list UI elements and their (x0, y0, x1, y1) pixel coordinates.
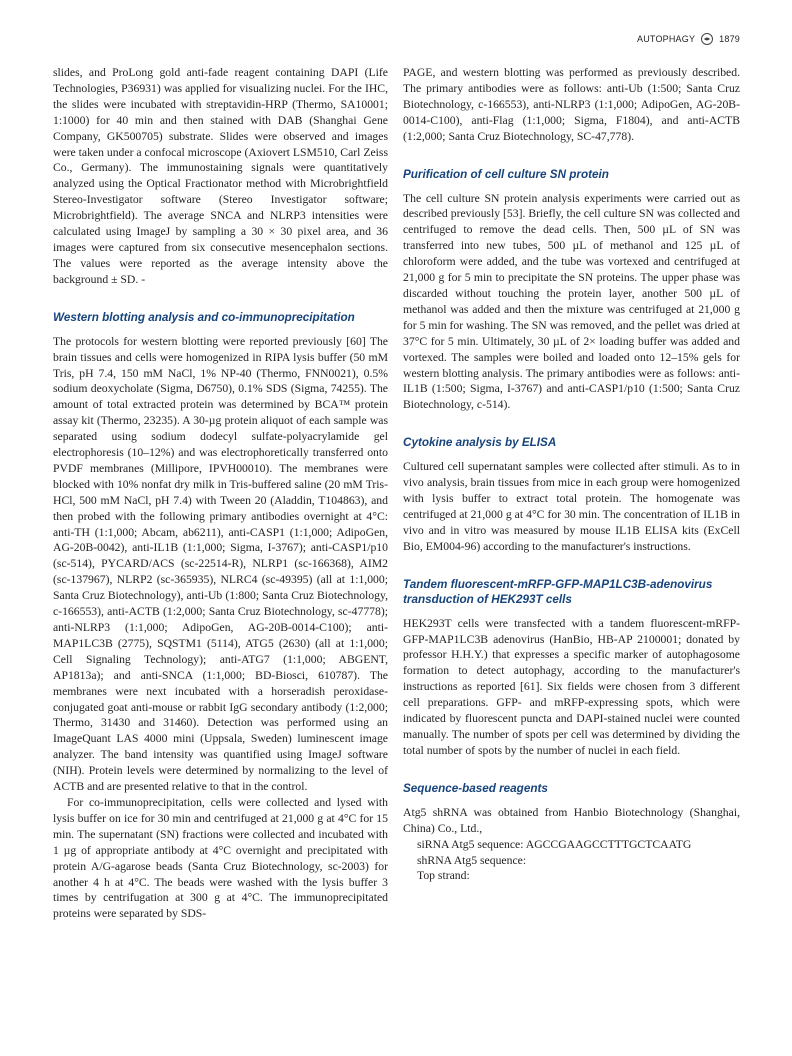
top-strand-line: Top strand: (417, 869, 470, 883)
right-column (403, 65, 740, 884)
purification-paragraph: The cell culture SN protein analysis experiments were carried out as described previously [53]. Briefly, the cell culture SN was collected and centrifuged to remove the dead cells. Then, 500 µL of SN was transferred into new tubes, 500 µL of methanol and 125 µL of chloroform were added, and the tube was vortexed and centrifuged at 21,000 g for 5 min to precipitate the SN proteins. The upper phase was discarded without touching the protein layer, another 500 µL of methanol was added and then the mixture was centrifuged at 21,000 g for 5 min for washing. The SN was removed, and the pellet was dried at 37°C for 5 min. Ultimately, 30 µL of 2× loading buffer was added and vortexed. The samples were boiled and loaded onto 12–15% gels for western blotting analysis. The primary antibodies were as follows: anti-IL1B (1:500; Sigma, I-3767) and anti-CASP1/p10 (1:500; Santa Cruz Biotechnology, c-514). (403, 191, 740, 412)
left-column (53, 65, 388, 922)
journal-name: AUTOPHAGY (637, 34, 696, 44)
heading-purification: Purification of cell culture SN protein (403, 167, 609, 181)
heading-elisa: Cytokine analysis by ELISA (403, 436, 557, 450)
sequence-paragraph: Atg5 shRNA was obtained from Hanbio Biotechnology (Shanghai, China) Co., Ltd., (403, 805, 740, 835)
co-ip-paragraph-continued: PAGE, and western blotting was performed as previously described. The primary antibodies were as follows: anti-Ub (1:500; Santa Cruz Biotechnology, c-166553), anti-NLRP3 (1:1,000; AdipoGen, AG-20B-0014-C100), anti-Flag (1:1,000; Sigma, F1804), and anti-ACTB (1:2,000; Santa Cruz Biotechnology, SC-47,778). (403, 66, 740, 143)
page-number: 1879 (719, 34, 740, 44)
shrna-sequence-line: shRNA Atg5 sequence: (417, 853, 527, 867)
journal-logo-icon (701, 33, 713, 45)
heading-tandem-transduction: Tandem fluorescent-mRFP-GFP-MAP1LC3B-adenovirus transduction of HEK293T cells (403, 577, 713, 606)
co-ip-paragraph: For co-immunoprecipitation, cells were collected and lysed with lysis buffer on ice for 30 min and centrifuged at 21,000 g at 4°C for 15 min. The supernatant (SN) fractions were collected and incubated with 1 µg of appropriate antibody at 4°C overnight and precipitated with protein A/G-agarose beads (Santa Cruz Biotechnology, sc-2003) for another 4 h at 4°C. The beads were washed with the lysis buffer 3 times by centrifugation at 300 g at 4°C. The immunoprecipitated proteins were separated by SDS- (53, 795, 388, 921)
sirna-sequence-line: siRNA Atg5 sequence: AGCCGAAGCCTTTGCTCAATG (417, 837, 692, 851)
heading-sequence-reagents: Sequence-based reagents (403, 781, 548, 795)
running-head (637, 33, 740, 45)
elisa-paragraph: Cultured cell supernatant samples were collected after stimuli. As to in vivo analysis, brain tissues from mice in each group were homogenized with lysis buffer to extract total protein. The homogenate was centrifuged at 21,000 g at 4°C for 30 min. The concentration of IL1B in vivo and in vitro was measured by mouse IL1B ELISA kits (ExCell Bio, EM004-96) according to the manufacturer's instructions. (403, 460, 740, 553)
heading-western-blotting: Western blotting analysis and co-immunoprecipitation (53, 310, 355, 324)
ihc-paragraph-continued: slides, and ProLong gold anti-fade reagent containing DAPI (Life Technologies, P36931) was applied for visualizing nuclei. For the IHC, the slides were incubated with streptavidin-HRP (Thermo, SA10001; 1:1000) for 40 min and then stained with DAB (Shanghai Gene Company, GK500705) substrate. Slides were observed and images were taken under a confocal microscope (Axiovert LSM510, Carl Zeiss Co., Germany). The immunostaining signals were quantitatively analyzed using the Optical Fractionator method with Microbrightfield Stereo-Investigator software (Stereo Investigator software; Microbrightfield). The average SNCA and NLRP3 intensities were calculated using ImageJ by sampling a 30 × 30 pixel area, and 36 images were captured from six consecutive mesencephalon sections. The values were reported as the average intensity above the background ± SD. - (53, 66, 388, 286)
western-blotting-paragraph: The protocols for western blotting were reported previously [60] The brain tissues and cells were homogenized in RIPA lysis buffer (50 mM Tris, pH 7.4, 150 mM NaCl, 1% NP-40 (Thermo, FNN0021), 0.5% sodium deoxycholate (Sigma, D6750), 0.1% SDS (Sigma, 74255). The amount of total extracted protein was determined by BCA™ protein assay kit (Thermo, 23235). A 30-µg protein aliquot of each sample was separated using sodium dodecyl sulfate-polyacrylamide gel electrophoresis (10–12%) and was electrophoretically transferred onto PVDF membranes (Millipore, IPVH00010). The membranes were blocked with 10% nonfat dry milk in Tris-buffered saline (20 mM Tris-HCl, 500 mM NaCl, pH 7.4) with Tween 20 (Aladdin, T104863), and then probed with the following primary antibodies overnight at 4°C: anti-TH (1:1,000; Abcam, ab6211), anti-CASP1 (1:1,000; AdipoGen, AG-20B-0042), anti-IL1B (1:1,000; Sigma, I-3767); anti-CASP1/p10 (sc-514), PYCARD/ACS (sc-22514-R), NLRP1 (sc-166368), AIM2 (sc-137967), NLRP2 (sc-365935), NLRC4 (sc-49395) (all at 1:1,000; Santa Cruz Biotechnology), anti-Ub (1:800; Santa Cruz Biotechnology, c-166553), anti-ACTB (1:2,000; Santa Cruz Biotechnology, sc-47778); anti-NLRP3 (1:1,000; AdipoGen, AG-20B-0014-C100); anti-MAP1LC3B (2775), SQSTM1 (5114), ATG5 (2630) (all at 1:1,000; Cell Signaling Technology); anti-ATG7 (1:1,000; ABGENT, AP1813a); and anti-SNCA (1:1,000; BD-Biosci, 610787). The membranes were next incubated with a horseradish peroxidase-conjugated goat anti-mouse or rabbit IgG secondary antibody (1:2,000; Thermo, 31430 and 31460). Detection was performed using an ImageQuant LAS 4000 mini (Uppsala, Sweden) luminescent image analyzer. The band intensity was quantified using ImageJ software (NIH). Protein levels were determined by normalizing to the level of ACTB and are presented relative to that in the control. (53, 334, 388, 794)
tandem-paragraph: HEK293T cells were transfected with a tandem fluorescent-mRFP-GFP-MAP1LC3B adenovirus (HanBio, HB-AP 2100001; donated by professor H.H.Y.) that expresses a specific marker of autophagosome formation to detect autophagy, according to the manufacturer's instructions as reported [61]. Six fields were chosen from 3 different cell preparations. GFP- and mRFP-expressing spots, which were indicated by fluorescent puncta and DAPI-stained nuclei were counted manually. The number of spots per cell was determined by dividing the total number of spots by the number of nuclei in each field. (403, 616, 740, 757)
